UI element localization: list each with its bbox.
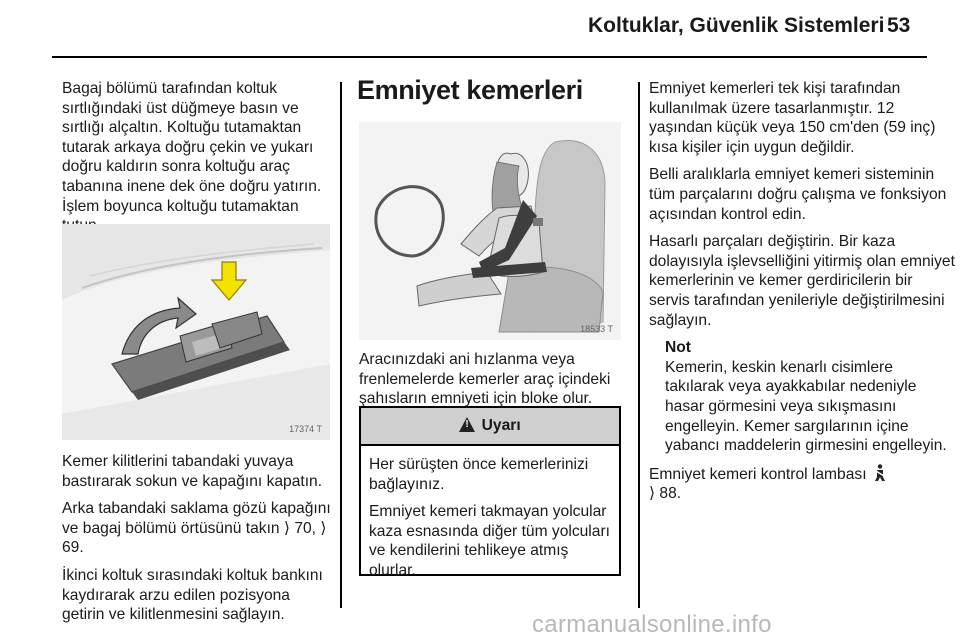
belt-lamp-label: Emniyet kemeri kontrol lambası [649, 465, 867, 483]
middle-paragraph-1: Aracınızdaki ani hızlanma veya frenlemelerde kemerler araç içindeki şahısların emniyeti için bloke olur. [359, 351, 611, 408]
page-number: 53 [887, 14, 911, 37]
warning-paragraph-2: Emniyet kemeri takmayan yolcular kaza esnasında diğer tüm yolcuları ve kendilerini tehlikeye atmış olurlar. [369, 503, 610, 579]
right-paragraph-4 [649, 464, 955, 504]
seatbelt-warning-lamp-icon [874, 464, 886, 482]
seatbelt-figure [359, 122, 621, 340]
left-column-bottom [62, 452, 332, 633]
left-paragraph-3: Arka tabandaki saklama gözü kapağını ve bagaj bölümü örtüsünü takın ⟩ 70, ⟩ 69. [62, 500, 331, 557]
warning-paragraph-1: Her sürüşten önce kemerlerinizi bağlayınız. [369, 456, 589, 493]
right-column [649, 79, 955, 512]
seat-fold-illustration [62, 224, 330, 440]
figure-code-middle: 18533 T [580, 324, 613, 334]
note-title: Not [665, 339, 691, 357]
seat-fold-figure [62, 224, 330, 440]
note-block [665, 338, 955, 456]
seatbelt-illustration [359, 122, 621, 340]
column-divider-left [340, 82, 342, 608]
warning-title: Uyarı [481, 417, 521, 434]
right-paragraph-3: Hasarlı parçaları değiştirin. Bir kaza dolayısıyla işlevselliğini yitirmiş olan emniyet kemerlerinin ve kemer gerdiricilerin bir servis tarafından yenileriyle değiştirilmesini sağlayın. [649, 233, 955, 329]
watermark: carmanualsonline.info [532, 611, 772, 638]
header-rule [52, 56, 927, 58]
warning-body [361, 446, 619, 581]
right-paragraph-2: Belli aralıklarla emniyet kemeri sisteminin tüm parçalarını doğru çalışma ve fonksiyon açısından kontrol edin. [649, 166, 947, 223]
left-paragraph-4: İkinci koltuk sırasındaki koltuk bankını kaydırarak arzu edilen pozisyona getirin ve kilitlenmesini sağlayın. [62, 566, 323, 624]
warning-header [361, 408, 619, 446]
section-title: Emniyet kemerleri [357, 75, 583, 105]
left-paragraph-2: Kemer kilitlerini tabandaki yuvaya bastırarak sokun ve kapağını kapatın. [62, 453, 323, 490]
running-title: Koltuklar, Güvenlik Sistemleri [588, 14, 885, 37]
column-divider-right [638, 82, 640, 608]
warning-box [359, 406, 621, 579]
warning-triangle-icon: ! [459, 417, 475, 432]
left-paragraph-1: Bagaj bölümü tarafından koltuk sırtlığındaki üst düğmeye basın ve sırtlığı alçaltın. Koltuğu tutamaktan tutarak arkaya doğru çekin ve yukarı doğru kaldırın sonra koltuğu araç tabanına inene dek öne doğru yatırın. İşlem boyunca koltuğu tutamaktan [62, 80, 322, 215]
note-text: Kemerin, keskin kenarlı cisimlere takılarak veya ayakkabılar nedeniyle hasar görmesini veya sıkışmasını engelleyin. Kemer sargılarının içine yabancı maddelerin girmesini engelleyin. [665, 358, 947, 455]
page-header [0, 0, 960, 52]
belt-lamp-page-ref[interactable]: ⟩ 88. [649, 485, 682, 503]
right-paragraph-1: Emniyet kemerleri tek kişi tarafından kullanılmak üzere tasarlanmıştır. 12 yaşından küçük veya 150 cm'den (59 inç) kısa kişiler için uygun değildir. [649, 80, 936, 156]
figure-code-left: 17374 T [289, 424, 322, 434]
left-column-top [62, 79, 330, 244]
